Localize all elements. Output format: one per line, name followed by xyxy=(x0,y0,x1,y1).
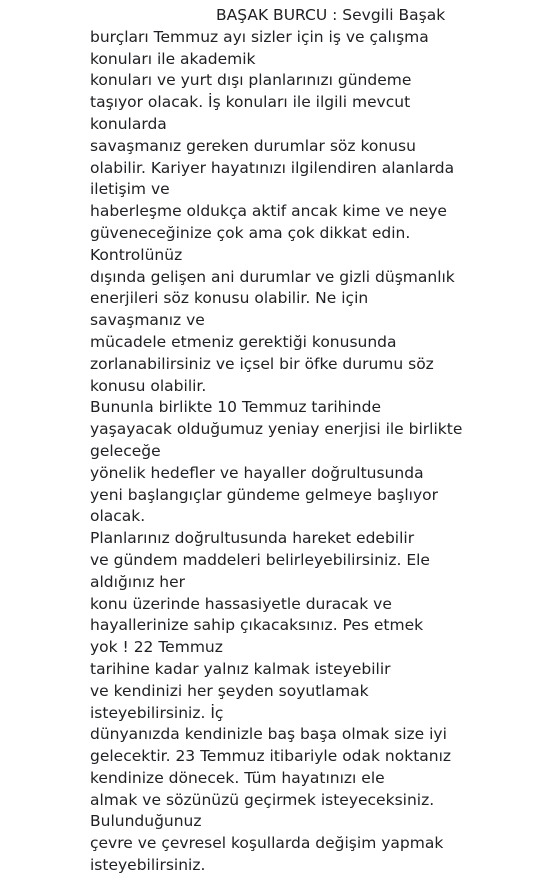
text-line-11: güveneceğinize çok ama çok dikkat edin. xyxy=(90,223,411,242)
text-line-31: tarihine kadar yalnız kalmak isteyebilir xyxy=(90,659,391,678)
text-line-33: isteyebilirsiniz. İç xyxy=(90,703,224,722)
text-line-24: olacak. xyxy=(90,507,146,526)
text-line-12: Kontrolünüz xyxy=(90,245,183,264)
text-line-28: konu üzerinde hassasiyetle duracak ve xyxy=(90,594,392,613)
text-line-37: almak ve sözünüzü geçirmek isteyeceksiniz. xyxy=(90,790,435,809)
text-line-3: konuları ile akademik xyxy=(90,49,256,68)
text-line-21: geleceğe xyxy=(90,441,161,460)
text-line-18: konusu olabilir. xyxy=(90,376,207,395)
text-line-15: savaşmanız ve xyxy=(90,311,205,330)
text-line-1: BAŞAK BURCU : Sevgili Başak xyxy=(216,6,446,24)
text-line-5: taşıyor olacak. İş konuları ile ilgili mevcut xyxy=(90,93,411,112)
text-line-7: savaşmanız gereken durumlar söz konusu xyxy=(90,136,416,155)
text-line-19: Bununla birlikte 10 Temmuz tarihinde xyxy=(90,398,381,417)
text-line-29: hayallerinize sahip çıkacaksınız. Pes etmek xyxy=(90,616,424,635)
text-line-10: haberleşme oldukça aktif ancak kime ve neye xyxy=(90,202,447,221)
text-line-25: Planlarınız doğrultusunda hareket edebilir xyxy=(90,529,415,548)
text-line-23: yeni başlangıçlar gündeme gelmeye başlıyor xyxy=(90,485,439,504)
text-line-20: yaşayacak olduğumuz yeniay enerjisi ile birlikte xyxy=(90,420,463,439)
text-line-4: konuları ve yurt dışı planlarınızı gündeme xyxy=(90,71,412,90)
horoscope-text-body xyxy=(90,5,550,877)
text-line-2: burçları Temmuz ayı sizler için iş ve çalışma xyxy=(90,27,429,46)
text-line-32: ve kendinizi her şeyden soyutlamak xyxy=(90,681,369,700)
text-line-8: olabilir. Kariyer hayatınızı ilgilendiren alanlarda xyxy=(90,158,455,177)
text-line-40: isteyebilirsiniz. xyxy=(90,856,206,875)
text-line-35: gelecektir. 23 Temmuz itibariyle odak noktanız xyxy=(90,747,452,766)
text-line-14: enerjileri söz konusu olabilir. Ne için xyxy=(90,289,369,308)
text-line-9: iletişim ve xyxy=(90,180,170,199)
text-line-26: ve gündem maddeleri belirleyebilirsiniz. Ele xyxy=(90,550,430,569)
text-line-6: konularda xyxy=(90,114,167,133)
text-line-36: kendinize dönecek. Tüm hayatınızı ele xyxy=(90,768,385,787)
text-line-34: dünyanızda kendinizle baş başa olmak size iyi xyxy=(90,725,447,744)
text-line-38: Bulunduğunuz xyxy=(90,812,202,831)
text-line-30: yok ! 22 Temmuz xyxy=(90,638,223,657)
text-line-39: çevre ve çevresel koşullarda değişim yapmak xyxy=(90,834,444,853)
text-line-17: zorlanabilirsiniz ve içsel bir öfke durumu söz xyxy=(90,354,434,373)
text-line-22: yönelik hedefler ve hayaller doğrultusunda xyxy=(90,463,424,482)
text-line-27: aldığınız her xyxy=(90,572,186,591)
text-line-16: mücadele etmeniz gerektiği konusunda xyxy=(90,332,397,351)
text-line-13: dışında gelişen ani durumlar ve gizli düşmanlık xyxy=(90,267,455,286)
